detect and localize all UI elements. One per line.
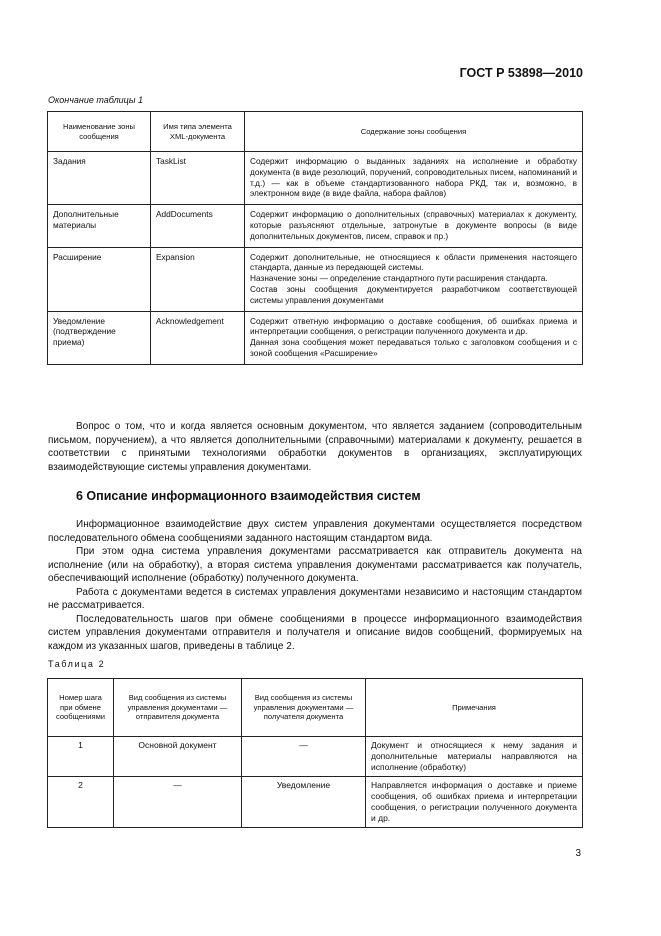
table-row [48, 247, 583, 311]
table-2-header-row [48, 679, 583, 737]
step-number: 2 [48, 777, 114, 828]
paragraph: Информационное взаимодействие двух систем управления документами осуществляется посредством последовательного обмена сообщениями заданного настоящим стандартом вида. [48, 519, 582, 544]
step-note: Направляется информация о доставке и приеме сообщения, об ошибках приема и интерпретации сообщения, о регистрации полученного документа и др. [366, 777, 583, 828]
table-2-caption: Таблица 2 [48, 659, 106, 669]
table-continuation-label: Окончание таблицы 1 [48, 95, 143, 105]
table-1-header-content: Содержание зоны сообщения [245, 112, 583, 152]
table-1-header-type: Имя типа элемента XML-документа [151, 112, 245, 152]
section-6-heading: 6 Описание информационного взаимодействия систем [76, 489, 421, 503]
table-row [48, 737, 583, 777]
table-row [48, 205, 583, 247]
zone-name: Уведомление (подтверждение приема) [48, 311, 151, 364]
sender-message: Основной документ [114, 737, 242, 777]
receiver-message: — [242, 737, 366, 777]
zone-content-line: Данная зона сообщения может передаваться только с заголовком сообщения и с зоной сообщения «Расширение» [250, 337, 577, 358]
zone-content [245, 247, 583, 311]
element-type: Expansion [151, 247, 245, 311]
zone-name: Дополнительные материалы [48, 205, 151, 247]
paragraph: Последовательность шагов при обмене сообщениями в процессе информационного взаимодействия систем управления документами отправителя и получателя и описание видов сообщений, формируемых на каждом из указанных шагов, приведены в таблице 2. [48, 613, 582, 652]
receiver-message: Уведомление [242, 777, 366, 828]
standard-number: ГОСТ Р 53898—2010 [459, 66, 583, 80]
table-2-header-step: Номер шага при обмене сообщениями [48, 679, 114, 737]
page-number: 3 [575, 848, 581, 859]
paragraph: Работа с документами ведется в системах управления документами независимо и настоящим стандартом не рассматривается. [48, 586, 582, 611]
zone-content [245, 311, 583, 364]
table-1-header-zone: Наименование зоны сообщения [48, 112, 151, 152]
table-2-header-sender: Вид сообщения из системы управления документами — отправителя документа [114, 679, 242, 737]
zone-content-line: Содержит информацию о дополнительных (справочных) материалах к документу, которые разъясняют отдельные, затронутые в документе вопросы (в виде дополнительных документов, писем, справок и пр.) [250, 209, 577, 241]
zone-content-line: Назначение зоны — определение стандартного пути расширения стандарта. [250, 273, 548, 284]
sender-message: — [114, 777, 242, 828]
paragraph: При этом одна система управления документами рассматривается как отправитель документа на исполнение (или на обработку), а вторая система управления документами рассматривается как получатель, обеспечивающий исполнение (обработку) полученного документа. [48, 546, 582, 584]
table-row [48, 777, 583, 828]
step-number: 1 [48, 737, 114, 777]
table-2 [47, 678, 583, 828]
paragraph-main-document [48, 420, 582, 474]
element-type: AddDocuments [151, 205, 245, 247]
zone-content-line: Содержит информацию о выданных заданиях на исполнение и обработку документа (в виде резолюций, поручений, сопроводительных писем, напоминаний и т.д.) — как в объеме стандартизованного набора РКД, так и, возможно, в электронном виде (в виде файла, набора файлов) [250, 156, 577, 199]
table-2-header-notes: Примечания [366, 679, 583, 737]
step-note: Документ и относящиеся к нему задания и дополнительные материалы направляются на исполнение (обработку) [366, 737, 583, 777]
table-1-header-row [48, 112, 583, 152]
table-2-header-receiver: Вид сообщения из системы управления документами — получателя документа [242, 679, 366, 737]
table-1 [47, 111, 583, 365]
zone-name: Расширение [48, 247, 151, 311]
zone-name: Задания [48, 152, 151, 205]
zone-content-line: Содержит ответную информацию о доставке сообщения, об ошибках приема и интерпретации сообщения, о регистрации полученного документа и др. [250, 315, 577, 337]
section-6-body [48, 518, 582, 653]
zone-content [245, 205, 583, 247]
element-type: TaskList [151, 152, 245, 205]
zone-content-line: Содержит дополнительные, не относящиеся к области применения настоящего стандарта, данные из передающей системы. [250, 251, 577, 273]
table-row [48, 311, 583, 364]
table-row [48, 152, 583, 205]
zone-content-line: Состав зоны сообщения документируется разработчиком соответствующей системы управления документами [250, 283, 577, 305]
element-type: Acknowledgement [151, 311, 245, 364]
paragraph: Вопрос о том, что и когда является основным документом, что является заданием (сопроводительным письмом, поручением), а что является дополнительными (справочными) материалами к документу, решается в соответствии с принятыми технологиями обработки документов в организациях, эксплуатирующих взаимодействующие системы управления документами. [48, 421, 582, 473]
zone-content [245, 152, 583, 205]
